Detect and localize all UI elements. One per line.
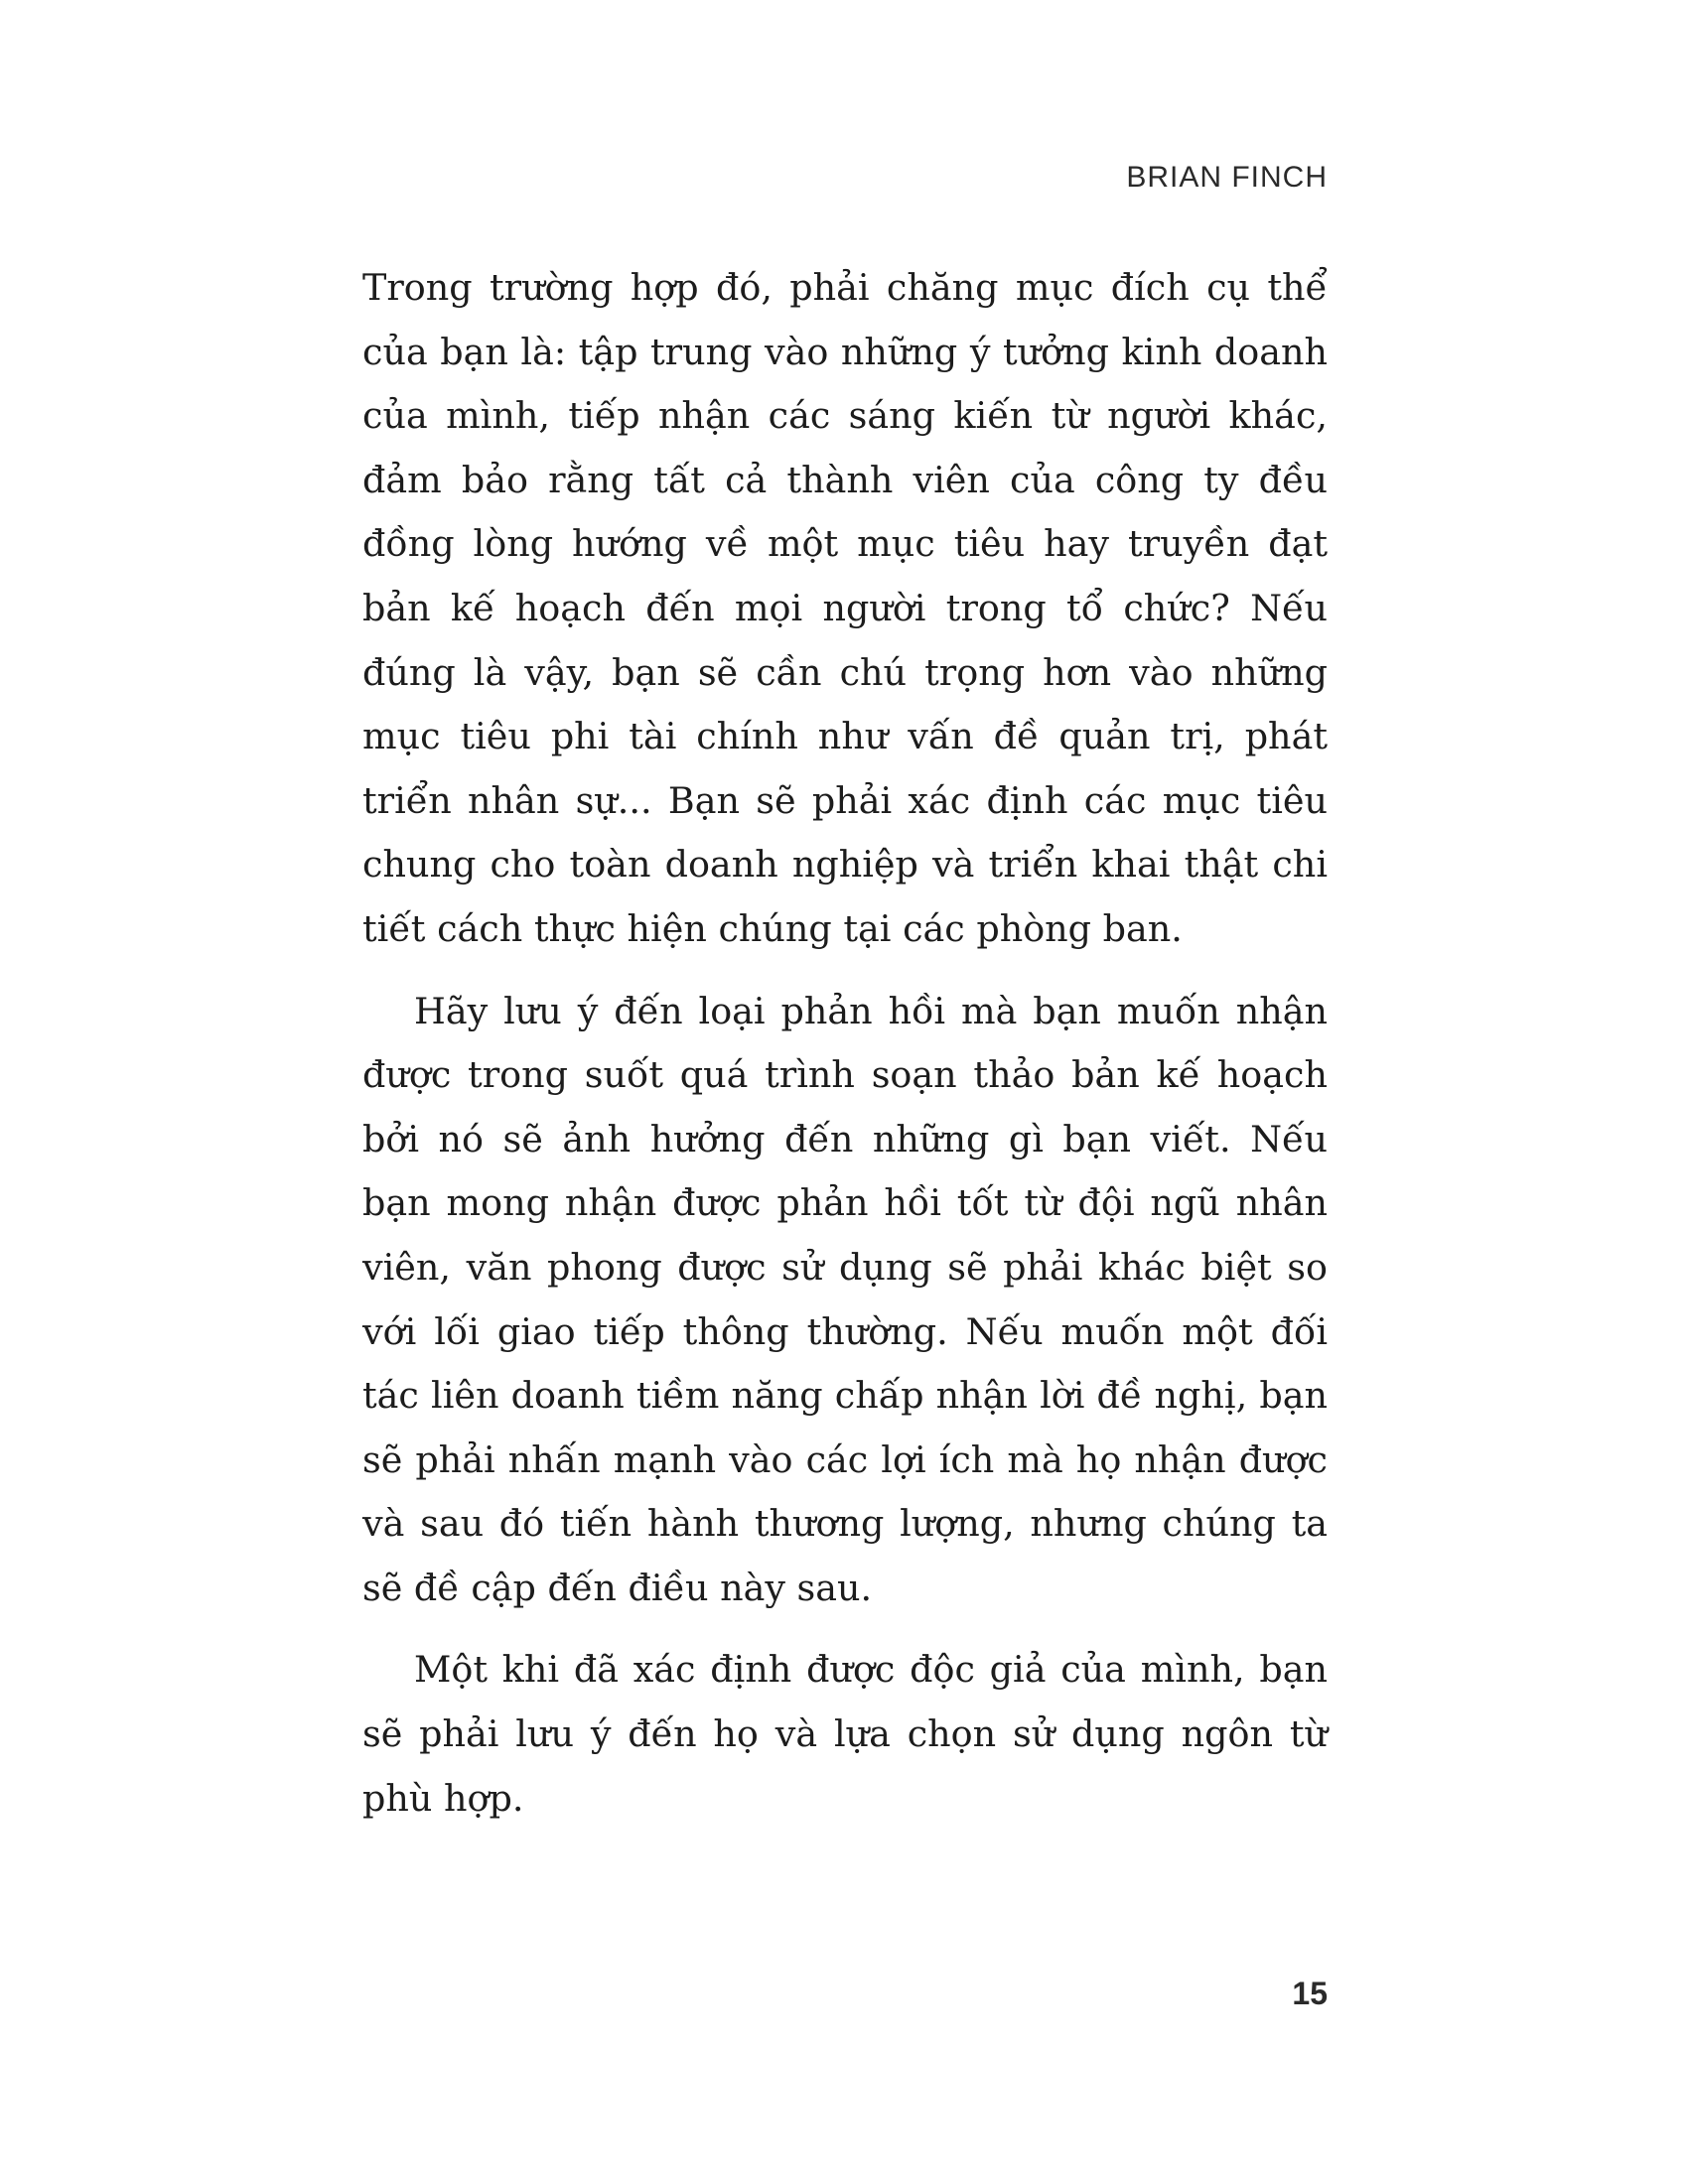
- body-text: [362, 256, 1328, 1831]
- paragraph-3: Một khi đã xác định được độc giả của mình, bạn sẽ phải lưu ý đến họ và lựa chọn sử dụng ngôn từ phù hợp.: [362, 1648, 1328, 1820]
- paragraph-2: Hãy lưu ý đến loại phản hồi mà bạn muốn nhận được trong suốt quá trình soạn thảo bản kế hoạch bởi nó sẽ ảnh hưởng đến những gì bạn viết. Nếu bạn mong nhận được phản hồi tốt từ đội ngũ nhân viên, văn phong được sử dụng sẽ phải khác biệt so với lối giao tiếp thông thường. Nếu muốn một đối tác liên doanh tiềm năng chấp nhận lời đề nghị, bạn sẽ phải nhấn mạnh vào các lợi ích mà họ nhận được và sau đó tiến hành thương lượng, nhưng chúng ta sẽ đề cập đến điều này sau.: [362, 989, 1328, 1609]
- running-header-author: BRIAN FINCH: [1126, 161, 1328, 194]
- page-number: 15: [1292, 1976, 1328, 2011]
- paragraph-1: Trong trường hợp đó, phải chăng mục đích cụ thể của bạn là: tập trung vào những ý tưởng kinh doanh của mình, tiếp nhận các sáng kiến từ người khác, đảm bảo rằng tất cả thành viên của công ty đều đồng lòng hướng về một mục tiêu hay truyền đạt bản kế hoạch đến mọi người trong tổ chức? Nếu đúng là vậy, bạn sẽ cần chú trọng hơn vào những mục tiêu phi tài chính như vấn đề quản trị, phát triển nhân sự... Bạn sẽ phải xác định các mục tiêu chung cho toàn doanh nghiệp và triển khai thật chi tiết cách thực hiện chúng tại các phòng ban.: [362, 266, 1328, 950]
